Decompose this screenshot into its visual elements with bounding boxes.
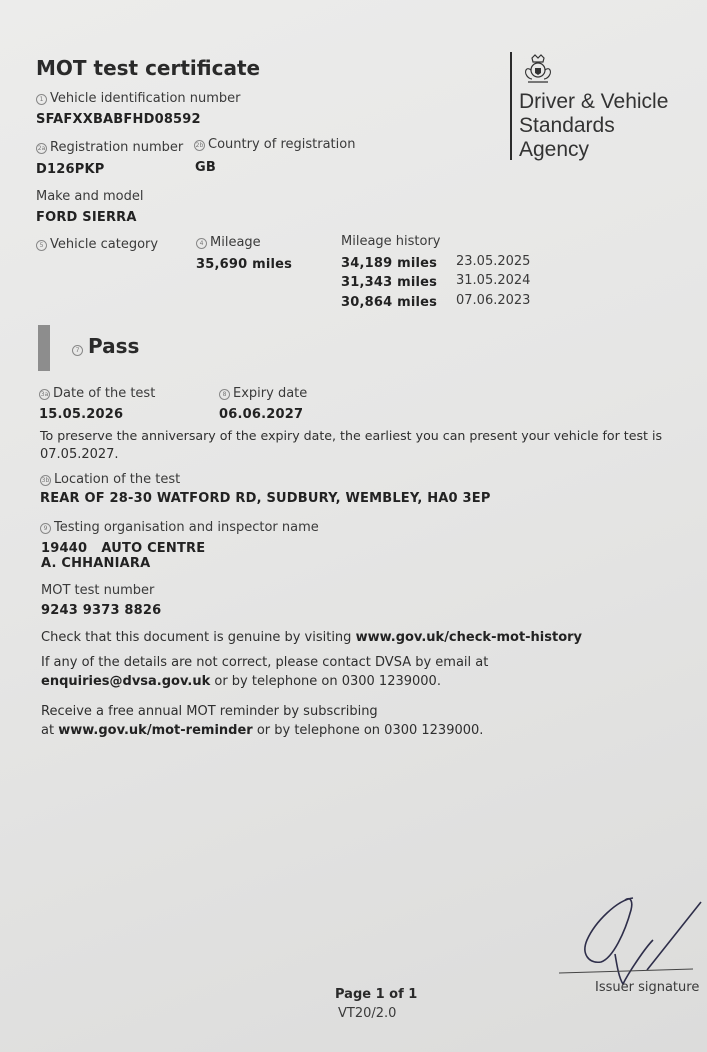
registration-value: D126PKP bbox=[36, 162, 105, 177]
royal-crest-icon bbox=[518, 52, 558, 86]
mileage-value: 35,690 miles bbox=[196, 257, 293, 272]
result-text: Pass bbox=[88, 334, 140, 358]
location-label: 3b Location of the test bbox=[41, 472, 181, 487]
issuer-signature-image bbox=[555, 892, 705, 992]
mileage-history-miles-2: 31,343 miles bbox=[341, 275, 438, 290]
mileage-history-date-1: 23.05.2025 bbox=[456, 254, 531, 269]
field-number-icon: 3a bbox=[40, 391, 49, 398]
anniversary-note: To preserve the anniversary of the expiry date, the earliest you can present your vehicle for test is 07.05.2027. bbox=[40, 428, 663, 462]
mileage-history-date-3: 07.06.2023 bbox=[456, 293, 531, 308]
result-bar bbox=[38, 325, 50, 371]
check-genuine-text: Check that this document is genuine by visiting www.gov.uk/check-mot-history bbox=[41, 630, 583, 645]
registration-label: 2a Registration number bbox=[37, 140, 184, 155]
make-model-label: Make and model bbox=[36, 189, 144, 204]
field-number-icon: 1 bbox=[36, 94, 47, 105]
country-value: GB bbox=[195, 160, 216, 175]
mileage-history-miles-3: 30,864 miles bbox=[341, 295, 438, 310]
issuer-signature-label: Issuer signature bbox=[595, 980, 700, 995]
contact-text: If any of the details are not correct, please contact DVSA by email at enquiries@dvsa.gov.uk or by telephone on 0300 1239000. bbox=[41, 655, 489, 689]
expiry-date-value: 06.06.2027 bbox=[219, 407, 304, 422]
mileage-history-miles-1: 34,189 miles bbox=[341, 256, 438, 271]
field-number-icon: 7 bbox=[72, 345, 83, 356]
field-number-icon: 9 bbox=[40, 523, 51, 534]
agency-line-3: Agency bbox=[519, 138, 590, 161]
test-number-value: 9243 9373 8826 bbox=[41, 603, 162, 618]
agency-line-1: Driver & Vehicle bbox=[519, 90, 669, 113]
test-date-value: 15.05.2026 bbox=[39, 407, 124, 422]
field-number-icon: 2a bbox=[37, 145, 46, 152]
page-number: Page 1 of 1 bbox=[335, 987, 418, 1002]
test-date-label: 3a Date of the test bbox=[40, 386, 156, 401]
field-number-icon: 2b bbox=[195, 142, 204, 149]
agency-name bbox=[519, 90, 668, 162]
check-mot-history-link[interactable]: www.gov.uk/check-mot-history bbox=[355, 630, 583, 645]
inspector-org: 19440 AUTO CENTRE bbox=[41, 541, 206, 556]
form-code: VT20/2.0 bbox=[338, 1006, 397, 1021]
test-number-label: MOT test number bbox=[41, 583, 155, 598]
field-number-icon: 3b bbox=[41, 477, 50, 484]
field-number-icon: 4 bbox=[196, 238, 207, 249]
expiry-date-label: 8 Expiry date bbox=[219, 386, 307, 401]
agency-line-2: Standards bbox=[519, 114, 615, 137]
agency-divider bbox=[510, 52, 512, 160]
vehicle-category-label: 5 Vehicle category bbox=[36, 237, 158, 252]
mot-reminder-link[interactable]: www.gov.uk/mot-reminder bbox=[58, 723, 253, 738]
country-label: 2b Country of registration bbox=[195, 137, 356, 152]
mileage-label: 4 Mileage bbox=[196, 235, 261, 250]
test-result bbox=[72, 334, 139, 358]
field-number-icon: 5 bbox=[36, 240, 47, 251]
field-number-icon: 8 bbox=[219, 389, 230, 400]
vin-value: SFAFXXBABFHD08592 bbox=[36, 112, 201, 127]
vin-label: 1 Vehicle identification number bbox=[36, 91, 241, 106]
make-model-value: FORD SIERRA bbox=[36, 210, 137, 225]
mileage-history-date-2: 31.05.2024 bbox=[456, 273, 531, 288]
inspector-name: A. CHHANIARA bbox=[41, 556, 151, 571]
dvsa-email-link[interactable]: enquiries@dvsa.gov.uk bbox=[41, 674, 211, 689]
inspector-label: 9 Testing organisation and inspector name bbox=[40, 520, 319, 535]
location-value: REAR OF 28-30 WATFORD RD, SUDBURY, WEMBLEY, HA0 3EP bbox=[40, 491, 491, 506]
certificate-title: MOT test certificate bbox=[36, 56, 261, 80]
mileage-history-label: Mileage history bbox=[341, 234, 441, 249]
reminder-text: Receive a free annual MOT reminder by subscribing at www.gov.uk/mot-reminder or by telephone on 0300 1239000. bbox=[41, 704, 484, 738]
